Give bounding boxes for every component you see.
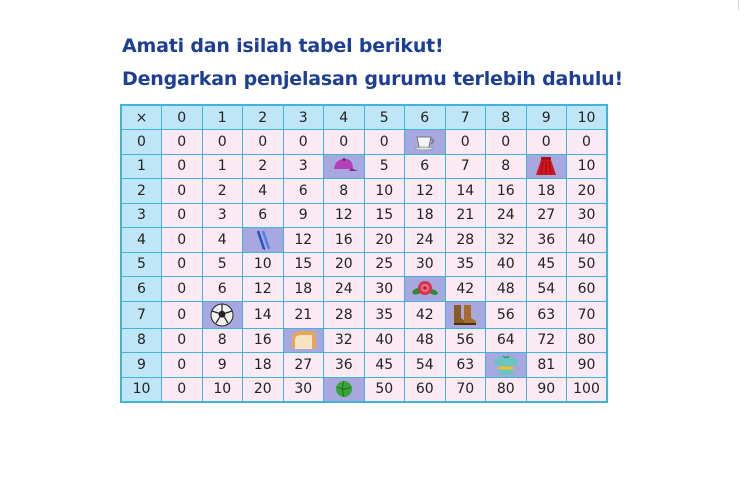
- row-header-8: 8: [121, 328, 162, 353]
- table-cell: 0: [162, 328, 203, 353]
- table-cell: 12: [405, 179, 446, 204]
- table-cell: 2: [243, 154, 284, 179]
- picture-cell: [405, 130, 446, 155]
- table-cell: 5: [364, 154, 405, 179]
- row-header-4: 4: [121, 228, 162, 253]
- table-row: [121, 203, 607, 228]
- table-cell: 35: [445, 252, 486, 277]
- column-header-9: 9: [526, 105, 567, 130]
- column-header-0: 0: [162, 105, 203, 130]
- table-cell: 8: [202, 328, 243, 353]
- table-cell: 27: [526, 203, 567, 228]
- table-cell: 18: [405, 203, 446, 228]
- table-cell: 0: [526, 130, 567, 155]
- table-cell: 45: [364, 353, 405, 378]
- picture-cell: [445, 301, 486, 328]
- table-cell: 12: [243, 277, 284, 302]
- column-header-4: 4: [324, 105, 365, 130]
- table-cell: 81: [526, 353, 567, 378]
- table-cell: 20: [364, 228, 405, 253]
- row-header-9: 9: [121, 353, 162, 378]
- table-cell: 0: [162, 154, 203, 179]
- table-cell: 20: [243, 377, 284, 402]
- table-cell: 0: [162, 353, 203, 378]
- picture-cell: [202, 301, 243, 328]
- table-cell: 63: [445, 353, 486, 378]
- column-header-5: 5: [364, 105, 405, 130]
- table-cell: 0: [364, 130, 405, 155]
- table-cell: 9: [283, 203, 324, 228]
- table-cell: 1: [202, 154, 243, 179]
- table-cell: 0: [162, 203, 203, 228]
- table-row: [121, 130, 607, 155]
- table-cell: 6: [283, 179, 324, 204]
- table-row: [121, 228, 607, 253]
- table-cell: 16: [324, 228, 365, 253]
- table-cell: 70: [445, 377, 486, 402]
- table-cell: 20: [324, 252, 365, 277]
- cup-icon: [405, 133, 445, 151]
- table-cell: 15: [364, 203, 405, 228]
- table-cell: 0: [162, 179, 203, 204]
- table-cell: 8: [324, 179, 365, 204]
- table-cell: 12: [283, 228, 324, 253]
- table-cell: 15: [283, 252, 324, 277]
- bread-icon: [284, 329, 324, 351]
- table-cell: 54: [526, 277, 567, 302]
- table-cell: 18: [243, 353, 284, 378]
- table-cell: 48: [486, 277, 527, 302]
- table-cell: 0: [243, 130, 284, 155]
- table-cell: 18: [283, 277, 324, 302]
- picture-cell: [324, 154, 365, 179]
- table-cell: 10: [202, 377, 243, 402]
- table-cell: 40: [364, 328, 405, 353]
- table-cell: 0: [202, 130, 243, 155]
- table-cell: 54: [405, 353, 446, 378]
- table-cell: 14: [445, 179, 486, 204]
- table-cell: 72: [526, 328, 567, 353]
- table-cell: 90: [526, 377, 567, 402]
- table-cell: 0: [567, 130, 608, 155]
- table-cell: 50: [364, 377, 405, 402]
- table-cell: 0: [162, 277, 203, 302]
- multiplication-table: [120, 104, 608, 403]
- table-cell: 45: [526, 252, 567, 277]
- picture-cell: [405, 277, 446, 302]
- instruction-line-2: Dengarkan penjelasan gurumu terlebih dahulu!: [122, 68, 623, 90]
- table-cell: 63: [526, 301, 567, 328]
- table-cell: 10: [243, 252, 284, 277]
- table-cell: 64: [486, 328, 527, 353]
- table-cell: 12: [324, 203, 365, 228]
- column-header-6: 6: [405, 105, 446, 130]
- table-cell: 32: [324, 328, 365, 353]
- table-cell: 60: [405, 377, 446, 402]
- column-header-1: 1: [202, 105, 243, 130]
- table-cell: 0: [162, 228, 203, 253]
- shirt-icon: [486, 354, 526, 376]
- table-cell: 0: [162, 301, 203, 328]
- pencils-icon: [243, 229, 283, 251]
- table-cell: 30: [364, 277, 405, 302]
- picture-cell: [243, 228, 284, 253]
- table-cell: 16: [243, 328, 284, 353]
- table-cell: 0: [445, 130, 486, 155]
- corner-times-symbol: ×: [121, 105, 162, 130]
- table-cell: 8: [486, 154, 527, 179]
- table-row: [121, 277, 607, 302]
- table-cell: 0: [486, 130, 527, 155]
- table-cell: 3: [202, 203, 243, 228]
- table-cell: 24: [324, 277, 365, 302]
- column-header-8: 8: [486, 105, 527, 130]
- row-header-6: 6: [121, 277, 162, 302]
- table-cell: 7: [445, 154, 486, 179]
- table-row: [121, 252, 607, 277]
- row-header-10: 10: [121, 377, 162, 402]
- table-row: [121, 154, 607, 179]
- table-cell: 4: [202, 228, 243, 253]
- table-cell: 32: [486, 228, 527, 253]
- table-cell: 42: [445, 277, 486, 302]
- table-cell: 2: [202, 179, 243, 204]
- table-cell: 0: [162, 130, 203, 155]
- table-cell: 18: [526, 179, 567, 204]
- table-cell: 100: [567, 377, 608, 402]
- boots-icon: [446, 303, 486, 327]
- table-row: [121, 179, 607, 204]
- table-cell: 80: [486, 377, 527, 402]
- table-cell: 5: [202, 252, 243, 277]
- table-cell: 9: [202, 353, 243, 378]
- table-cell: 28: [324, 301, 365, 328]
- table-cell: 36: [324, 353, 365, 378]
- table-cell: 56: [486, 301, 527, 328]
- picture-cell: [526, 154, 567, 179]
- table-cell: 16: [486, 179, 527, 204]
- column-header-3: 3: [283, 105, 324, 130]
- table-cell: 3: [283, 154, 324, 179]
- skirt-icon: [527, 156, 567, 176]
- row-header-5: 5: [121, 252, 162, 277]
- picture-cell: [486, 353, 527, 378]
- table-cell: 40: [486, 252, 527, 277]
- row-header-2: 2: [121, 179, 162, 204]
- table-cell: 56: [445, 328, 486, 353]
- table-cell: 35: [364, 301, 405, 328]
- table-cell: 48: [405, 328, 446, 353]
- table-row: [121, 328, 607, 353]
- table-cell: 6: [243, 203, 284, 228]
- table-cell: 20: [567, 179, 608, 204]
- table-cell: 28: [445, 228, 486, 253]
- row-header-7: 7: [121, 301, 162, 328]
- table-row: [121, 377, 607, 402]
- table-cell: 21: [283, 301, 324, 328]
- table-cell: 50: [567, 252, 608, 277]
- table-cell: 4: [243, 179, 284, 204]
- cap-icon: [324, 157, 364, 175]
- ball-icon: [203, 302, 243, 328]
- instruction-line-1: Amati dan isilah tabel berikut!: [122, 35, 444, 57]
- table-cell: 14: [243, 301, 284, 328]
- row-header-0: 0: [121, 130, 162, 155]
- column-header-2: 2: [243, 105, 284, 130]
- table-cell: 30: [405, 252, 446, 277]
- table-cell: 10: [567, 154, 608, 179]
- green-ball-icon: [324, 379, 364, 399]
- table-cell: 10: [364, 179, 405, 204]
- table-cell: 0: [324, 130, 365, 155]
- table-cell: 27: [283, 353, 324, 378]
- table-cell: 24: [405, 228, 446, 253]
- table-cell: 0: [162, 252, 203, 277]
- table-cell: 30: [283, 377, 324, 402]
- picture-cell: [283, 328, 324, 353]
- table-cell: 6: [202, 277, 243, 302]
- table-row: [121, 301, 607, 328]
- table-cell: 80: [567, 328, 608, 353]
- header-row: [121, 105, 607, 130]
- rose-icon: [405, 279, 445, 299]
- table-cell: 90: [567, 353, 608, 378]
- table-cell: 21: [445, 203, 486, 228]
- table-cell: 24: [486, 203, 527, 228]
- table-cell: 0: [283, 130, 324, 155]
- table-cell: 25: [364, 252, 405, 277]
- table-cell: 70: [567, 301, 608, 328]
- table-cell: 36: [526, 228, 567, 253]
- table-cell: 40: [567, 228, 608, 253]
- table-cell: 60: [567, 277, 608, 302]
- column-header-10: 10: [567, 105, 608, 130]
- picture-cell: [324, 377, 365, 402]
- table-cell: 42: [405, 301, 446, 328]
- row-header-3: 3: [121, 203, 162, 228]
- column-header-7: 7: [445, 105, 486, 130]
- table-cell: 30: [567, 203, 608, 228]
- table-cell: 0: [162, 377, 203, 402]
- row-header-1: 1: [121, 154, 162, 179]
- table-cell: 6: [405, 154, 446, 179]
- page-edge-mark: [738, 0, 739, 10]
- table-row: [121, 353, 607, 378]
